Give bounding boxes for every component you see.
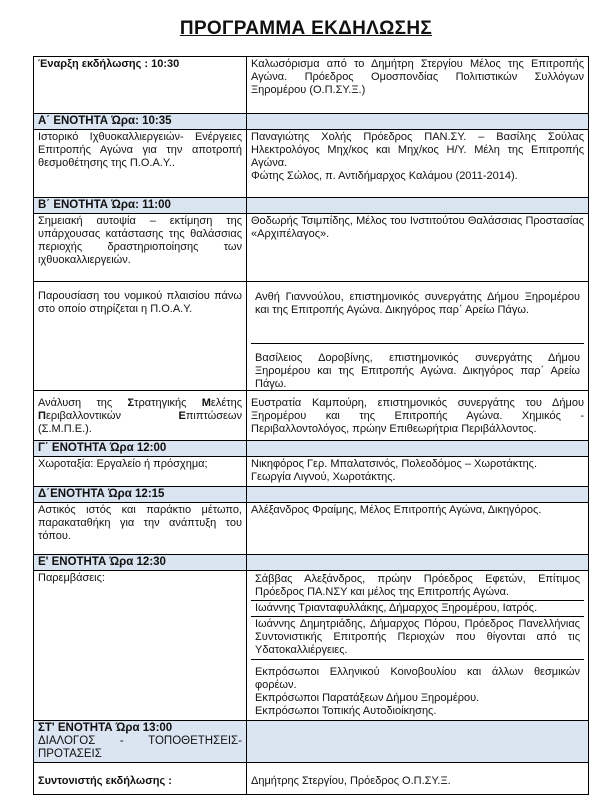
section-header-row — [34, 114, 589, 130]
section-c-speaker-line1: Νικηφόρος Γερ. Μπαλατσινός, Πολεοδόμος – Χωροτάκτης. — [251, 458, 538, 470]
table-row — [34, 391, 589, 441]
table-row — [34, 130, 589, 198]
section-c-header: Γ΄ ΕΝΟΤΗΤΑ Ώρα 12:00 — [34, 441, 247, 457]
section-header-row — [34, 721, 589, 763]
table-row — [34, 282, 589, 391]
section-a-header-blank — [247, 114, 589, 130]
section-b-topic1: Σημειακή αυτοψία – εκτίμηση της υπάρχουσας κατάστασης της θαλάσσιας περιοχής δραστηριοποίησης των ιχθυοκαλλιεργειών. — [34, 214, 247, 282]
section-e-speakers — [247, 571, 589, 721]
topic3-letter-s: Σ — [127, 397, 135, 409]
section-e-speaker1: Σάββας Αλεξάνδρος, πρώην Πρόεδρος Εφετών, Επίτιμος Πρόεδρος ΠΑ.ΝΣΥ και μέλος της Επιτροπής Αγώνα. — [255, 573, 580, 598]
table-row — [34, 571, 589, 721]
topic3-letter-m: Μ — [201, 397, 211, 409]
section-a-speakers-line1: Παναγιώτης Χολής Πρόεδρος ΠΑΝ.ΣΥ. – Βασίλης Σούλας Ηλεκτρολόγος Μηχ/κος και Μηχ/κος Η/Υ. Μέλη της Επιτροπής Αγώνα. — [251, 131, 584, 169]
topic3-letter-e: Ε — [178, 410, 186, 422]
topic3-letter-p: Π — [38, 410, 46, 422]
topic3-mid2: ελέτης — [210, 397, 242, 409]
section-c-speakers — [247, 457, 589, 487]
section-f-blank — [247, 721, 589, 763]
section-b-speaker2b: Βασίλειος Δοροβίνης, επιστημονικός συνεργάτης Δήμου Ξηρομέρου και της Επιτροπής Αγώνα. Δικηγόρος παρ΄ Αρείω Πάγω. — [251, 343, 584, 389]
section-a-speakers-line2: Φώτης Σώλος, π. Αντιδήμαρχος Καλάμου (2011-2014). — [251, 170, 518, 182]
section-a-header: Α΄ ΕΝΟΤΗΤΑ Ώρα: 10:35 — [34, 114, 247, 130]
section-e-topic: Παρεμβάσεις: — [34, 571, 247, 721]
section-e-speaker3: Ιωάννης Δημητριάδης, Δήμαρχος Πόρου, Πρόεδρος Πανελλήνιας Συντονιστικής Επιτροπής Περιοχών που θίγονται από τις Υδατοκαλλιέργειες. — [251, 616, 584, 659]
section-f-header: ΣΤ' ΕΝΟΤΗΤΑ Ώρα 13:00 — [38, 722, 173, 734]
section-b-speaker2a: Ανθή Γιαννούλου, επιστημονικός συνεργάτης Δήμου Ξηρομέρου και της Επιτροπής Αγώνα. Δικηγόρος παρ΄ Αρείω Πάγω. — [255, 291, 580, 316]
page-title: ΠΡΟΓΡΑΜΜΑ ΕΚΔΗΛΩΣΗΣ — [179, 18, 433, 39]
section-d-speaker: Αλέξανδρος Φραίμης, Μέλος Επιτροπής Αγώνα, Δικηγόρος. — [247, 503, 589, 555]
opening-text: Καλωσόρισμα από το Δημήτρη Στεργίου Μέλος της Επιτροπής Αγώνα. Πρόεδρος Ομοσπονδίας Πολιτιστικών Συλλόγων Ξηρομέρου (Ο.Π.ΣΥ.Ξ.) — [247, 57, 589, 114]
section-header-row — [34, 555, 589, 571]
section-d-header-blank — [247, 487, 589, 503]
section-e-speaker4 — [251, 659, 584, 719]
opening-label: Έναρξη εκδήλωσης : 10:30 — [34, 57, 247, 114]
topic3-mid3: εριβαλλοντικών — [45, 410, 179, 422]
section-c-speaker-line2: Γεωργία Λιγνού, Χωροτάκτης. — [251, 471, 396, 483]
section-b-speakers2 — [247, 282, 589, 391]
section-e-header: Ε' ΕΝΟΤΗΤΑ Ώρα 12:30 — [34, 555, 247, 571]
program-table — [33, 56, 589, 795]
section-b-speaker1: Θοδωρής Τσιμπίδης, Μέλος του Ινστιτούτου Θαλάσσιας Προστασίας «Αρχιπέλαγος». — [247, 214, 589, 282]
section-e-header-blank — [247, 555, 589, 571]
table-row — [34, 57, 589, 114]
section-header-row — [34, 198, 589, 214]
section-a-topic: Ιστορικό Ιχθυοκαλλιεργειών- Ενέργειες Επιτροπής Αγώνα για την αποτροπή θεσμοθέτησης της Π.Ο.Α.Υ.. — [34, 130, 247, 198]
section-d-topic: Αστικός ιστός και παράκτιο μέτωπο, παρακαταθήκη για την ανάπτυξη του τόπου. — [34, 503, 247, 555]
section-f-cell — [34, 721, 247, 763]
section-a-speakers — [247, 130, 589, 198]
section-c-topic: Χωροταξία: Εργαλείο ή πρόσχημα; — [34, 457, 247, 487]
section-e-speaker4-line3: Εκπρόσωποι Τοπικής Αυτοδιοίκησης. — [255, 705, 437, 717]
topic3-prefix: Ανάλυση της — [38, 397, 128, 409]
topic3-mid1: τρατηγικής — [134, 397, 202, 409]
table-row — [34, 503, 589, 555]
section-b-topic2: Παρουσίαση του νομικού πλαισίου πάνω στο οποίο στηρίζεται η Π.Ο.Α.Υ. — [34, 282, 247, 391]
section-c-header-blank — [247, 441, 589, 457]
table-row — [34, 457, 589, 487]
section-header-row — [34, 441, 589, 457]
section-e-speaker4-line2: Εκπρόσωποι Παρατάξεων Δήμου Ξηρομέρου. — [255, 692, 480, 704]
coordinator-text: Δημήτρης Στεργίου, Πρόεδρος Ο.Π.ΣΥ.Ξ. — [247, 763, 589, 795]
section-e-speaker4-line1: Εκπρόσωποι Ελληνικού Κοινοβουλίου και άλλων θεσμικών φορέων. — [255, 666, 580, 691]
section-e-speaker2: Ιωάννης Τριανταφυλλάκης, Δήμαρχος Ξηρομέρου, Ιατρός. — [251, 600, 584, 616]
section-b-topic3 — [34, 391, 247, 441]
table-row — [34, 214, 589, 282]
table-row — [34, 763, 589, 795]
coordinator-label: Συντονιστής εκδήλωσης : — [34, 763, 247, 795]
section-b-speaker3: Ευστρατία Καμπούρη, επιστημονικός συνεργάτης του Δήμου Ξηρομέρου και της Επιτροπής Αγώνα. Χημικός - Περιβαλλοντολόγος, πρώην Επιθεωρήτρια Περιβάλλοντος. — [247, 391, 589, 441]
section-d-header: Δ΄ΕΝΟΤΗΤΑ Ώρα 12:15 — [34, 487, 247, 503]
topic3-end: πιπτώσεων (Σ.Μ.Π.Ε.). — [38, 410, 242, 435]
section-b-header-blank — [247, 198, 589, 214]
section-f-topic: ΔΙΑΛΟΓΟΣ - ΤΟΠΟΘΕΤΗΣΕΙΣ-ΠΡΟΤΑΣΕΙΣ — [38, 735, 242, 760]
section-header-row — [34, 487, 589, 503]
section-b-header: Β΄ ΕΝΟΤΗΤΑ Ώρα: 11:00 — [34, 198, 247, 214]
